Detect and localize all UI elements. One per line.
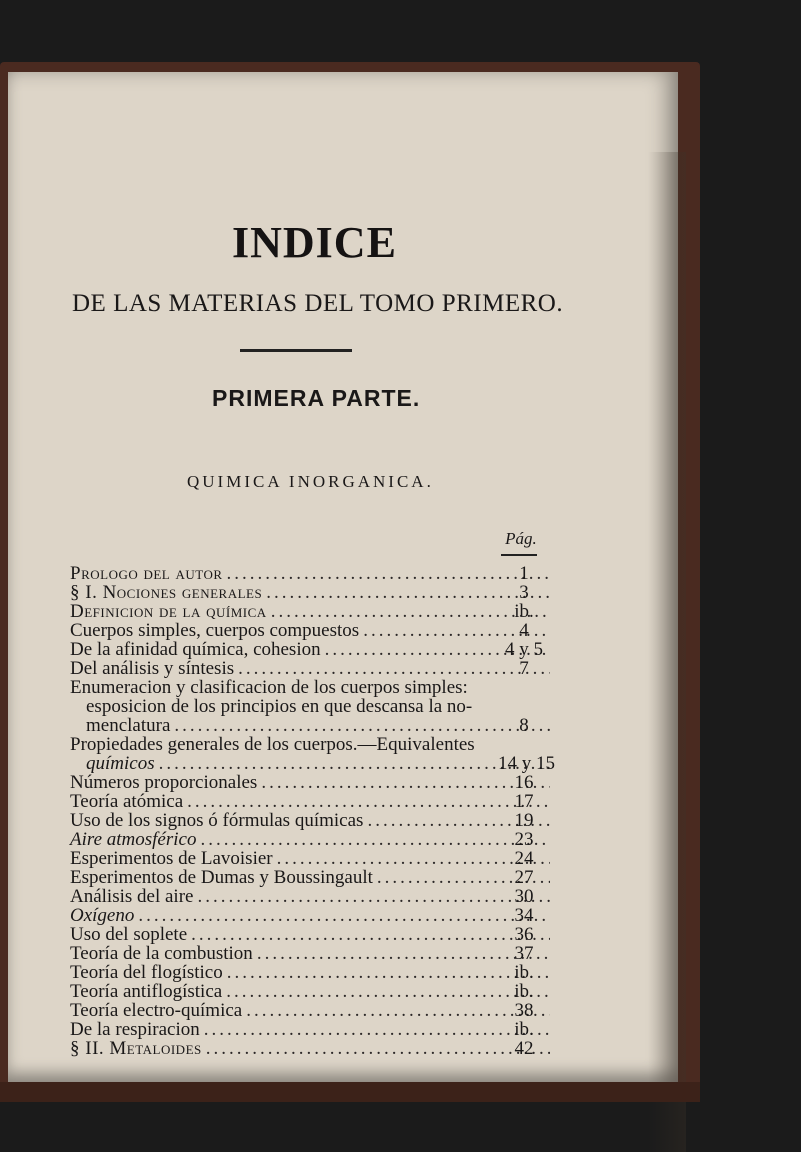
toc-entry-label: Teoría del flogístico [70, 962, 223, 983]
leader-dots [159, 753, 555, 774]
page-column-label: Pág. [505, 529, 537, 548]
toc-entry [70, 925, 550, 944]
toc-entry-line: Enumeracion y clasificacion de los cuerpos simples: [70, 677, 468, 698]
toc-entry-page: 4 [519, 620, 529, 641]
toc-entry [70, 659, 550, 678]
book-bottom-edge [0, 1082, 700, 1102]
toc-entry-page: 8 [519, 715, 529, 736]
toc-entry [70, 1020, 550, 1039]
toc-entry [70, 564, 550, 583]
leader-dots [191, 925, 550, 944]
toc-entry-page: 38 [514, 1000, 534, 1021]
index-subtitle: DE LAS MATERIAS DEL TOMO PRIMERO. [72, 290, 564, 317]
toc-entry [70, 734, 555, 774]
toc-entry [70, 792, 550, 811]
toc-entry [70, 906, 550, 925]
toc-entry [70, 1039, 550, 1058]
toc-entry-label: Uso del soplete [70, 924, 188, 945]
toc-entry [70, 678, 550, 735]
toc-entry-page: 19 [514, 810, 534, 831]
toc-entry-label: De la afinidad química, cohesion [70, 639, 321, 660]
page-content: INDICE DE LAS MATERIAS DEL TOMO PRIMERO. PRIMERA PARTE. QUIMICA INORGANICA. Pág. Prologo del autor ..... 1 § I. Nociones generales ..... 3 Definicion de la química ..... ib. Cuerpos simples, cuerpos compuestos ..... 4 De la afinidad química, cohesion ..... 4 y 5 Del análisis y síntesis ..... 7 Enumeracion y clasificacion de los cuerpos simples: esposicion de los principios en que descansa la no- menclatura ..... 8 Propiedades generales de los cuerpos.—Equivalentes químicos ..... 14 y 15 Números proporcionales ..... 16 Teoría atómica ..... 17 Uso de los signos ó fórmulas químicas ..... 19 Aire atmosférico ..... 23 Esperimentos de Lavoisier ..... 24 Esperimentos de Dumas y Boussingault ..... 27 Análisis del aire ..... 30 Oxígeno ..... 34 Uso del soplete ..... 36 Teoría de la combustion ..... 37 Teoría del flogístico ..... ib. Teoría antiflogística ..... ib. Teoría electro-química ..... 38 De la respiracion ..... ib. § II. Metaloides ..... 42 [58, 72, 558, 1072]
toc-entry-label: Esperimentos de Lavoisier [70, 848, 273, 869]
toc-entry [70, 887, 550, 906]
toc-entry-page: 23 [514, 829, 534, 850]
toc-entry [70, 944, 550, 963]
toc-entry-line: menclatura [86, 715, 171, 736]
toc-entry-line: químicos [86, 753, 155, 774]
book-page [8, 72, 678, 1082]
toc-entry-label: Uso de los signos ó fórmulas químicas [70, 810, 364, 831]
toc-entry-label: Números proporcionales [70, 772, 258, 793]
toc-entry [70, 621, 550, 640]
toc-entry-line: Propiedades generales de los cuerpos.—Equivalentes [70, 734, 475, 755]
page-column-rule [501, 554, 537, 556]
section-heading: QUIMICA INORGANICA. [187, 472, 434, 491]
toc-entry-label: Esperimentos de Dumas y Boussingault [70, 867, 373, 888]
toc-entry-label: De la respiracion [70, 1019, 200, 1040]
toc-entry-label: Definicion de la química [70, 601, 267, 622]
leader-dots [174, 716, 550, 735]
toc-entry-page: 37 [514, 943, 534, 964]
table-of-contents [70, 563, 555, 1059]
toc-entry [70, 811, 550, 830]
toc-entry-page: ib. [514, 962, 534, 983]
toc-entry-label: Oxígeno [70, 905, 135, 926]
toc-entry [70, 602, 550, 621]
part-heading: PRIMERA PARTE. [212, 385, 421, 411]
toc-entry-page: ib. [514, 1019, 534, 1040]
toc-entry-page: 7 [519, 658, 529, 679]
toc-entry-page: 36 [514, 924, 534, 945]
toc-entry [70, 1001, 550, 1020]
toc-entry-page: 1 [519, 563, 529, 584]
toc-entry [70, 963, 550, 982]
toc-entry-label: Cuerpos simples, cuerpos compuestos [70, 620, 360, 641]
toc-entry-page: 14 y 15 [498, 753, 555, 774]
toc-entry-line: esposicion de los principios en que descansa la no- [86, 696, 473, 717]
toc-entry-page: 30 [514, 886, 534, 907]
toc-entry-page: 24 [514, 848, 534, 869]
toc-entry [70, 640, 550, 659]
toc-entry-label: § II. Metaloides [70, 1038, 202, 1059]
toc-entry [70, 773, 550, 792]
toc-entry-page: 4 y 5 [505, 639, 543, 660]
toc-entry-page: 3 [519, 582, 529, 603]
toc-entry-page: 34 [514, 905, 534, 926]
toc-entry-label: Teoría antiflogística [70, 981, 223, 1002]
toc-entry [70, 982, 550, 1001]
toc-entry-page: 16 [514, 772, 534, 793]
toc-entry [70, 849, 550, 868]
toc-entry-label: Aire atmosférico [70, 829, 197, 850]
toc-entry-page: 42 [514, 1038, 534, 1059]
toc-entry-label: § I. Nociones generales [70, 582, 263, 603]
toc-entry [70, 583, 550, 602]
toc-entry-label: Teoría de la combustion [70, 943, 253, 964]
title-rule [240, 349, 352, 352]
toc-entry-page: 27 [514, 867, 534, 888]
toc-entry-label: Análisis del aire [70, 886, 194, 907]
toc-entry-page: ib. [514, 601, 534, 622]
toc-entry-label: Prologo del autor [70, 563, 223, 584]
page-gutter-shadow [648, 152, 686, 1152]
leader-dots [138, 906, 550, 925]
leader-dots [187, 792, 550, 811]
toc-entry-label: Teoría electro-química [70, 1000, 243, 1021]
toc-entry [70, 830, 550, 849]
toc-entry-page: ib. [514, 981, 534, 1002]
toc-entry-page: 17 [514, 791, 534, 812]
toc-entry-label: Del análisis y síntesis [70, 658, 235, 679]
toc-entry-label: Teoría atómica [70, 791, 184, 812]
toc-entry [70, 868, 550, 887]
